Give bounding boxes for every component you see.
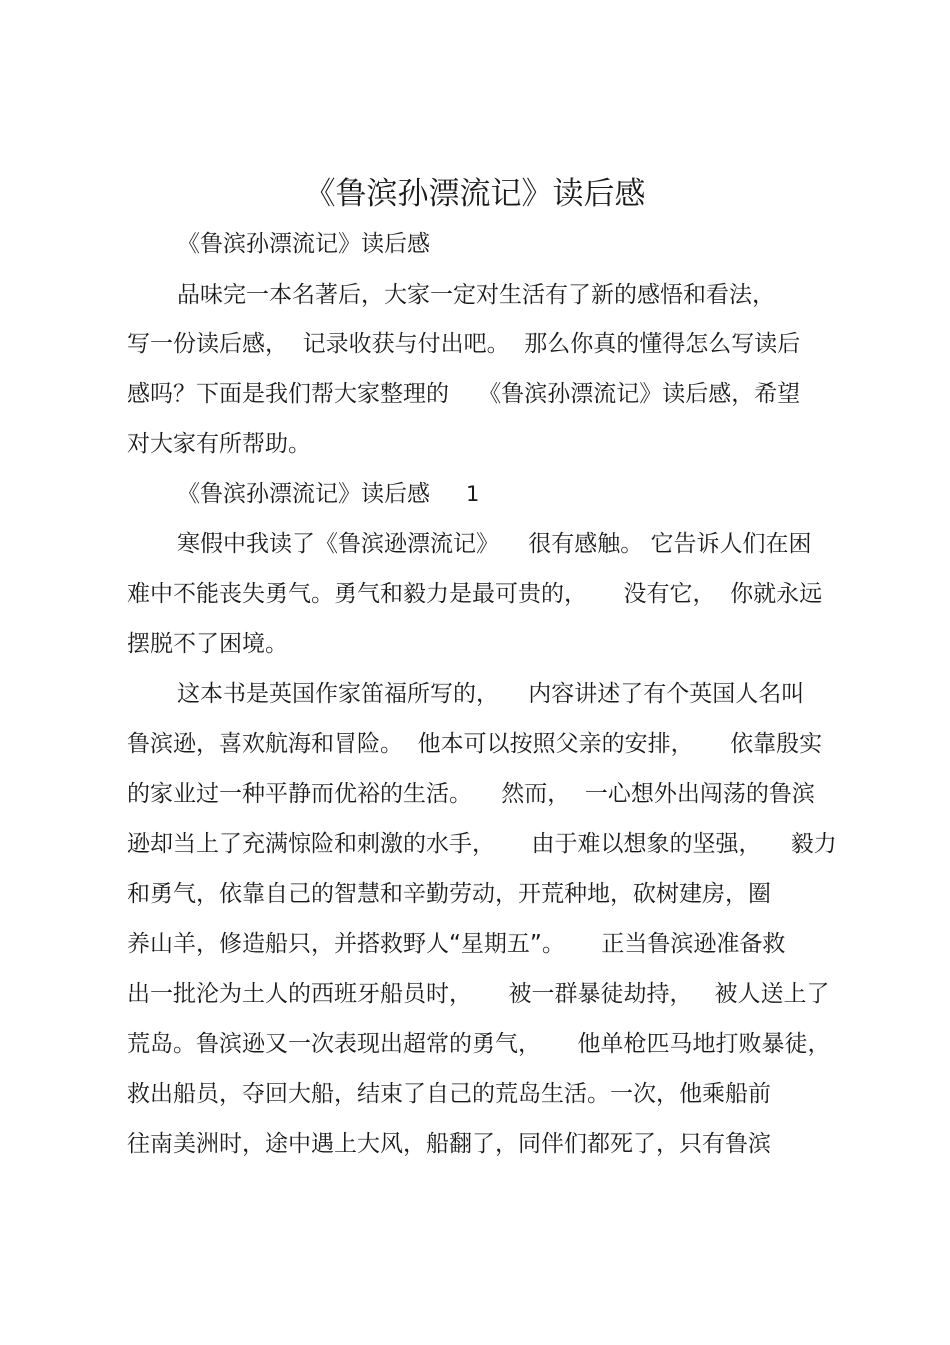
paragraph-line: 这本书是英国作家笛福所写的， 内容讲述了有个英国人名叫 (177, 681, 805, 707)
paragraph-line: 往南美洲时，途中遇上大风，船翻了，同伴们都死了，只有鲁滨 (127, 1131, 771, 1157)
paragraph-line: 难中不能丧失勇气。勇气和毅力是最可贵的， 没有它， 你就永远 (127, 581, 823, 607)
section-number: 1 (466, 482, 480, 506)
paragraph-line: 出一批沦为土人的西班牙船员时， 被一群暴徒劫持， 被人送上了 (127, 981, 830, 1007)
section-heading: 《鲁滨孙漂流记》读后感 (177, 481, 430, 507)
paragraph-line: 的家业过一种平静而优裕的生活。 然而， 一心想外出闯荡的鲁滨 (127, 781, 815, 807)
paragraph-line: 救出船员，夺回大船，结束了自己的荒岛生活。一次，他乘船前 (127, 1081, 771, 1107)
paragraph-line: 荒岛。鲁滨逊又一次表现出超常的勇气， 他单枪匹马地打败暴徒， (127, 1031, 831, 1057)
paragraph-line: 对大家有所帮助。 (127, 431, 311, 457)
paragraph-line: 写一份读后感， 记录收获与付出吧。 那么你真的懂得怎么写读后 (127, 331, 801, 357)
document-title: 《鲁滨孙漂流记》读后感 (304, 176, 646, 212)
paragraph-line: 养山羊，修造船只，并搭救野人“星期五”。 正当鲁滨逊准备救 (127, 931, 786, 957)
paragraph-line: 和勇气，依靠自己的智慧和辛勤劳动，开荒种地，砍树建房，圈 (127, 881, 771, 907)
paragraph-line: 摆脱不了困境。 (127, 631, 288, 657)
subtitle-line: 《鲁滨孙漂流记》读后感 (177, 231, 430, 257)
paragraph-line: 寒假中我读了《鲁滨逊漂流记》 很有感触。 它告诉人们在困 (177, 531, 812, 557)
paragraph-line: 鲁滨逊，喜欢航海和冒险。 他本可以按照父亲的安排， 依靠殷实 (127, 731, 823, 757)
paragraph-line: 逊却当上了充满惊险和刺激的水手， 由于难以想象的坚强， 毅力 (127, 831, 837, 857)
paragraph-line: 感吗？下面是我们帮大家整理的 《鲁滨孙漂流记》读后感，希望 (127, 381, 801, 407)
paragraph-line: 品味完一本名著后，大家一定对生活有了新的感悟和看法， (177, 282, 775, 308)
